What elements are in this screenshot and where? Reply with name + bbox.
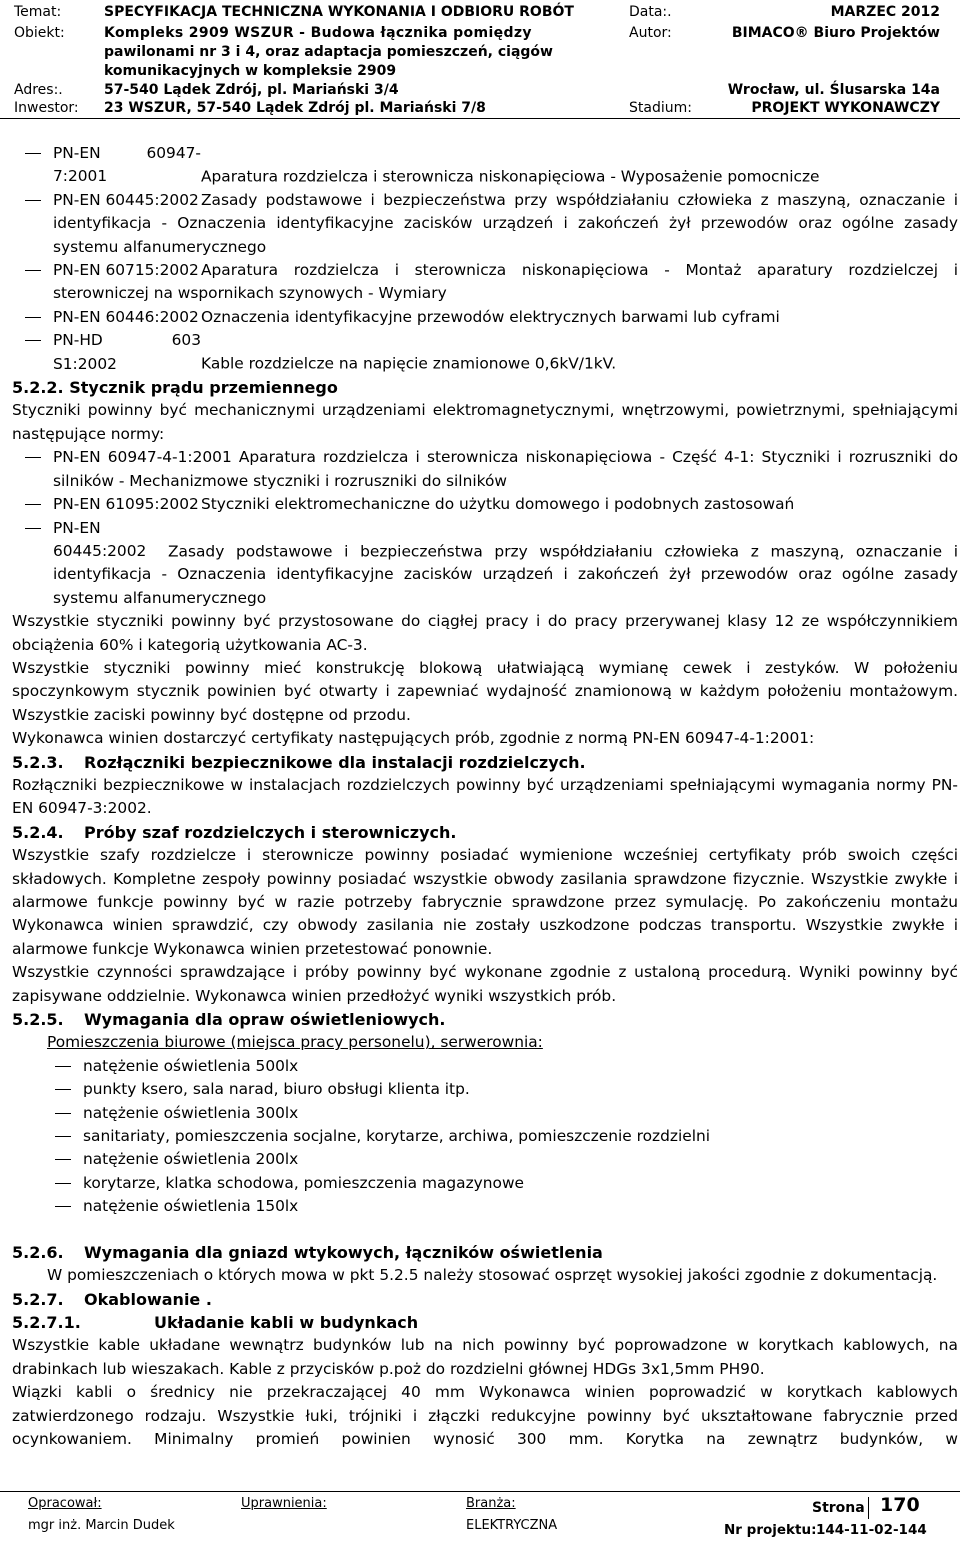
inwestor-value: 23 WSZUR, 57-540 Lądek Zdrój pl. Mariański 7/8	[104, 100, 486, 116]
obiekt-label: Obiekt:	[14, 25, 65, 41]
paragraph: Wszystkie styczniki powinny być przystosowane do ciągłej pracy i do pracy przerywanej klasy 12 ze współczynnikiem obciążenia 60% i kategorią użytkowania AC-3.	[12, 612, 958, 654]
standard-title: Zasady podstawowe i bezpieczeństwa przy współdziałaniu człowieka z maszyną, oznaczanie i identyfikacja - Oznaczenia identyfikacyjne zacisków urządzeń i zakończeń żył przewodów oraz ogólne zasady systemu alfanumerycznego	[53, 541, 958, 607]
obiekt-line-1: Kompleks 2909 WSZUR - Budowa łącznika pomiędzy	[104, 25, 532, 41]
paragraph: Rozłączniki bezpiecznikowe w instalacjach rozdzielczych powinny być urządzeniami spełniającymi wymagania normy PN-EN 60947-3:2002.	[12, 775, 958, 818]
section-number: 5.2.2.	[12, 378, 64, 398]
document-body	[12, 142, 958, 1451]
section-number: 5.2.3.	[12, 752, 64, 772]
stadium-value: PROJEKT WYKONAWCZY	[751, 100, 940, 116]
section-title: Wymagania dla gniazd wtykowych, łączników oświetlenia	[84, 1242, 603, 1262]
standard-title: Styczniki elektromechaniczne do użytku domowego i podobnych zastosowań	[201, 495, 795, 514]
list-item: korytarze, klatka schodowa, pomieszczenia magazynowe	[12, 1172, 958, 1195]
paragraph: Wszystkie szafy rozdzielcze i sterownicze powinny posiadać wymienione wcześniej certyfikaty prób swoich części składowych. Kompletne zespoły powinny posiadać wszystkie obwody zasilania sprawdzone fizycznie. Wszystkie zwykłe i alarmowe funkcje powinny być w razie potrzeby fabrycznie sprawdzone przez symulację. Po zakończeniu montażu Wykonawca winien sprawdzić, czy obwody zasilania nie zostały uszkodzone podczas transportu. Wszystkie zwykłe i alarmowe funkcje Wykonawca winien przetestować ponownie.	[12, 846, 958, 958]
section-title: Wymagania dla opraw oświetleniowych.	[84, 1010, 446, 1030]
stadium-label: Stadium:	[629, 100, 692, 116]
inwestor-label: Inwestor:	[14, 100, 79, 116]
document-footer	[0, 1491, 960, 1547]
standard-item	[12, 189, 958, 259]
standard-code: PN-EN 60445:2002	[53, 518, 147, 560]
standard-item	[12, 259, 958, 306]
subheading	[12, 1031, 958, 1054]
spacer	[12, 1219, 958, 1241]
standard-item	[12, 306, 958, 329]
footer-divider	[0, 1491, 960, 1492]
section-number: 5.2.6.	[12, 1242, 64, 1262]
opracowal-value: mgr inż. Marcin Dudek	[28, 1518, 175, 1533]
header-divider	[0, 118, 960, 119]
standard-code: PN-EN 60947-7:2001	[53, 144, 201, 186]
paragraph: Wszystkie czynności sprawdzające i próby powinny być wykonane zgodnie z ustaloną procedurą. Wyniki powinny być zapisywane oddzielnie. Wykonawca winien przedłożyć wyniki wszystkich prób.	[12, 963, 958, 1005]
list-item: punkty ksero, sala narad, biuro obsługi klienta itp.	[12, 1078, 958, 1101]
adres-label: Adres:.	[14, 82, 63, 98]
paragraph: Wiązki kabli o średnicy nie przekraczającej 40 mm Wykonawca winien poprowadzić w korytkach kablowych zatwierdzonego rodzaju. Wszystkie łuki, trójniki i złączki redukcyjne powinny być ukształtowane fabrycznie przed ocynkowaniem. Minimalny promień powinien wynosić 300 mm. Korytka na zewnątrz budynków, w	[12, 1383, 958, 1448]
list-item: natężenie oświetlenia 150lx	[12, 1195, 958, 1218]
standard-item: PN-EN 60947-4-1:2001 Aparatura rozdzielcza i sterownicza niskonapięciowa - Część 4-1: Styczniki i rozruszniki do silników - Mechanizmowe styczniki i rozruszniki do silników	[12, 446, 958, 493]
section-heading-5-2-6	[12, 1241, 958, 1264]
section-number: 5.2.5.	[12, 1010, 64, 1030]
obiekt-line-2: pawilonami nr 3 i 4, oraz adaptacja pomieszczeń, ciągów	[104, 44, 553, 60]
standard-title: Kable rozdzielcze na napięcie znamionowe 0,6kV/1kV.	[201, 354, 617, 373]
standard-item	[12, 142, 958, 189]
list-item: natężenie oświetlenia 200lx	[12, 1148, 958, 1171]
standard-code: PN-EN 60446:2002	[53, 307, 199, 326]
section-title: Stycznik prądu przemiennego	[69, 378, 338, 398]
standard-code: PN-HD 603 S1:2002	[53, 331, 201, 373]
page-number: 170	[880, 1494, 920, 1516]
data-value: MARZEC 2012	[830, 4, 940, 20]
standard-item	[12, 493, 958, 516]
paragraph: W pomieszczeniach o których mowa w pkt 5.2.5 należy stosować osprzęt wysokiej jakości zgodnie z dokumentacją.	[47, 1266, 938, 1285]
section-heading-5-2-5	[12, 1008, 958, 1031]
section-title: Układanie kabli w budynkach	[154, 1312, 419, 1332]
paragraph: Wszystkie styczniki powinny mieć konstrukcję blokową ułatwiającą wymianę cewek i zestyków. W położeniu spoczynkowym stycznik powinien być otwarty i zapewniać wydajność znamionową w każdym położeniu montażowym. Wszystkie zaciski powinny być dostępne od przodu.	[12, 658, 958, 724]
section-number: 5.2.7.	[12, 1289, 64, 1309]
standard-title: Zasady podstawowe i bezpieczeństwa przy współdziałaniu człowieka z maszyną, oznaczanie i identyfikacja - Oznaczenia identyfikacyjne zacisków urządzeń i zakończeń żył przewodów oraz ogólne zasady systemu alfanumerycznego	[53, 190, 958, 256]
autor-value: BIMACO® Biuro Projektów	[731, 25, 940, 41]
section-title: Rozłączniki bezpiecznikowe dla instalacji rozdzielczych.	[84, 752, 586, 772]
branza-value: ELEKTRYCZNA	[466, 1518, 558, 1533]
paragraph: Wykonawca winien dostarczyć certyfikaty następujących prób, zgodnie z normą PN-EN 60947-4-1:2001:	[12, 729, 815, 748]
list-item: natężenie oświetlenia 500lx	[12, 1055, 958, 1078]
list-item: sanitariaty, pomieszczenia socjalne, korytarze, archiwa, pomieszczenie rozdzielni	[12, 1125, 958, 1148]
autor-address: Wrocław, ul. Ślusarska 14a	[727, 82, 940, 98]
paragraph: Wszystkie kable układane wewnątrz budynków lub na nich powinny być poprowadzone w korytkach kablowych, na drabinkach lub wieszakach. Kable z przycisków p.poż do rozdzielni głównej HDGs 3x1,5mm PH90.	[12, 1336, 958, 1378]
section-number: 5.2.4.	[12, 822, 64, 842]
adres-value: 57-540 Lądek Zdrój, pl. Mariański 3/4	[104, 82, 399, 98]
paragraph: Styczniki powinny być mechanicznymi urządzeniami elektromagnetycznymi, wnętrzowymi, powietrznymi, spełniającymi następujące normy:	[12, 401, 958, 443]
section-title: Okablowanie .	[84, 1289, 212, 1309]
autor-label: Autor:	[629, 25, 672, 41]
opracowal-label: Opracował:	[28, 1496, 102, 1511]
standard-code: PN-EN 61095:2002	[53, 495, 199, 514]
page-number-divider	[868, 1497, 869, 1519]
strona-label: Strona	[812, 1500, 865, 1516]
section-number: 5.2.7.1.	[12, 1312, 81, 1332]
data-label: Data:.	[629, 4, 672, 20]
standard-item	[12, 329, 958, 376]
nr-projektu-label: Nr projektu:	[724, 1522, 817, 1538]
section-heading-5-2-2	[12, 376, 958, 399]
nr-projektu-value: 144-11-02-144	[816, 1522, 927, 1538]
standard-item	[12, 517, 958, 611]
section-heading-5-2-4	[12, 821, 958, 844]
branza-label: Branża:	[466, 1496, 516, 1511]
standard-title: Aparatura rozdzielcza i sterownicza niskonapięciowa - Wyposażenie pomocnicze	[201, 167, 820, 186]
obiekt-line-3: komunikacyjnych w kompleksie 2909	[104, 63, 397, 79]
temat-value: SPECYFIKACJA TECHNICZNA WYKONANIA I ODBIORU ROBÓT	[104, 4, 574, 20]
standard-title: Oznaczenia identyfikacyjne przewodów elektrycznych barwami lub cyframi	[201, 307, 780, 326]
section-heading-5-2-7-1	[12, 1311, 958, 1334]
section-heading-5-2-7	[12, 1288, 958, 1311]
document-header	[0, 0, 960, 118]
subheading-text: Pomieszczenia biurowe (miejsca pracy personelu), serwerownia:	[47, 1033, 543, 1052]
section-title: Próby szaf rozdzielczych i sterowniczych.	[84, 822, 457, 842]
uprawnienia-label: Uprawnienia:	[241, 1496, 327, 1511]
standard-code: PN-EN 60445:2002	[53, 190, 199, 209]
standard-code: PN-EN 60715:2002	[53, 261, 199, 280]
list-item: natężenie oświetlenia 300lx	[12, 1102, 958, 1125]
section-heading-5-2-3	[12, 751, 958, 774]
standard-title: Aparatura rozdzielcza i sterownicza niskonapięciowa - Montaż aparatury rozdzielczej i sterowniczej na wspornikach szynowych - Wymiary	[53, 261, 958, 303]
temat-label: Temat:	[14, 4, 62, 20]
